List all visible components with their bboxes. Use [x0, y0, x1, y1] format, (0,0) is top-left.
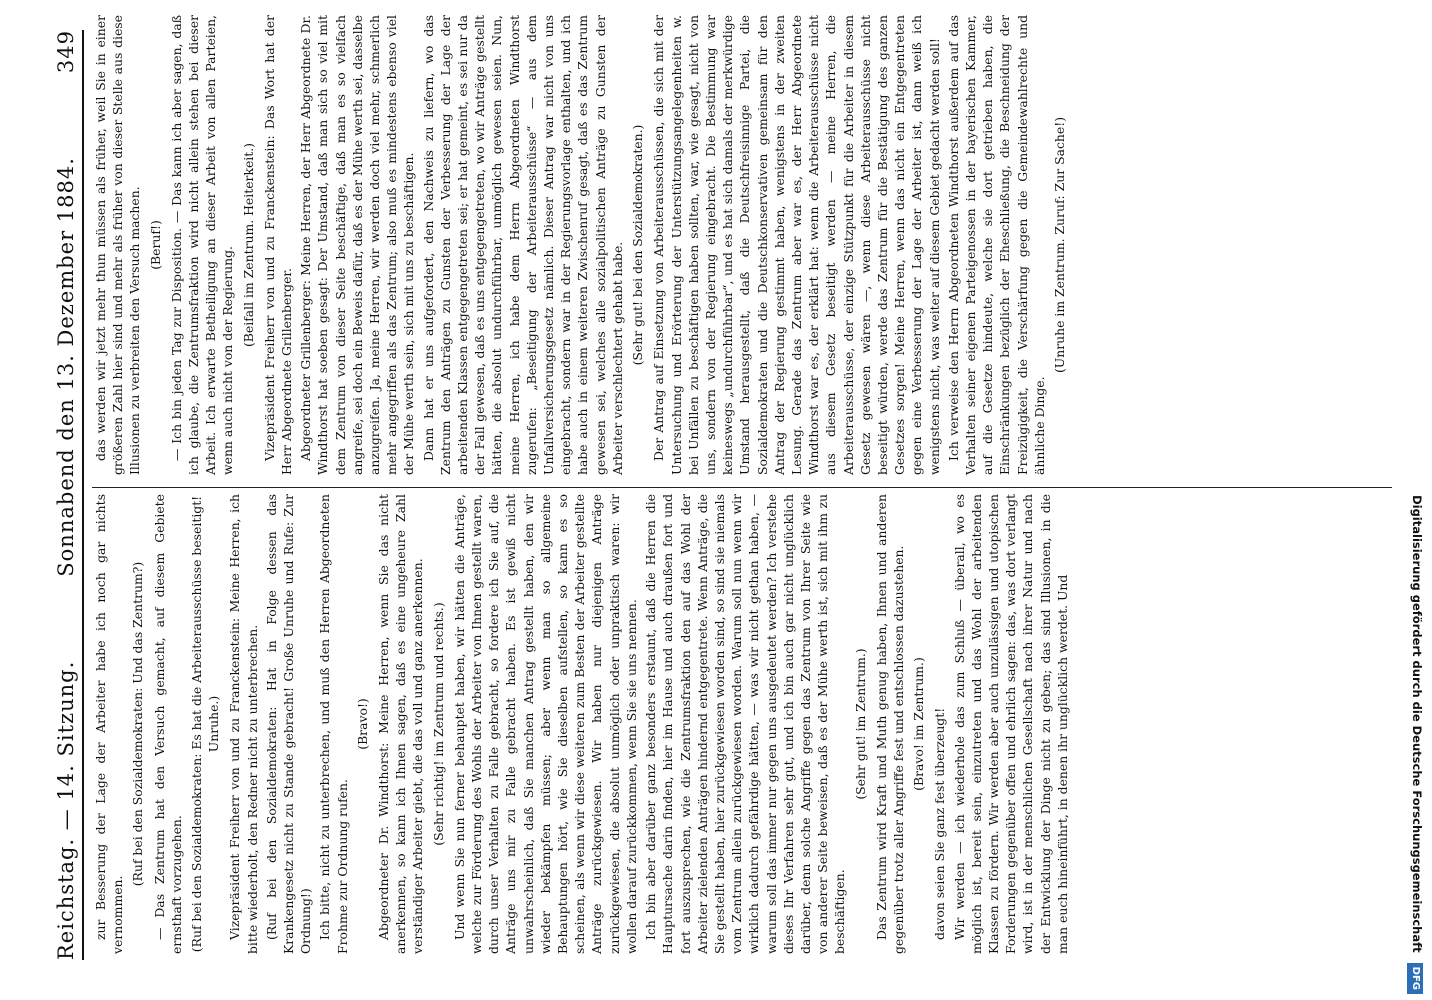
paragraph: Das Zentrum wird Kraft und Muth genug haben, Ihnen und anderen gegenüber trotz aller Angriffe fest und entschlossen dazustehen.	[873, 494, 906, 954]
interjection: (Beruf!)	[147, 220, 163, 270]
paragraph: Vizepräsident Freiherr von und zu Franckenstein: Meine Herren, ich bitte wiederholt, den Redner nicht zu unterbrechen.	[227, 494, 260, 954]
paragraph: — Das Zentrum hat den Versuch gemacht, auf diesem Gebiete ernsthaft vorzugehen.	[151, 494, 184, 954]
interjection: (Sehr gut! im Zentrum.)	[852, 648, 868, 800]
running-header	[38, 30, 84, 960]
paragraph: Abgeordneter Dr. Windthorst: Meine Herren, wenn Sie das nicht anerkennen, so kann ich Ihnen sagen, daß es eine ungeheure Zahl verständiger Arbeiter giebt, die das voll und ganz anerkennen.	[376, 494, 426, 954]
header-date: Sonnabend den 13. Dezember 1884.	[54, 157, 78, 577]
rotated-newspaper-page	[20, 0, 1410, 1000]
paragraph: Abgeordneter Grillenberger: Meine Herren, der Herr Abgeordnete Dr. Windthorst hat soeben gesagt: Der Umstand, daß man sich so viel mit dem Zentrum von dieser Seite beschäftige, daß man es so vielfach angreife, sei doch ein Beweis dafür, daß es der Mühe werth sei, dasselbe anzugreifen. Ja, meine Herren, wir werden doch viel mehr, schmerlich mehr angegriffen als das Zentrum; also muß es mindestens ebenso viel der Mühe werth sein, sich mit uns zu beschäftigen.	[298, 15, 417, 475]
dfg-badge: DFG	[1407, 963, 1423, 994]
interjection: (Beifall im Zentrum. Heiterkeit.)	[240, 142, 256, 348]
dfg-stamp-text	[1406, 6, 1428, 994]
interjection: (Sehr richtig! im Zentrum und rechts.)	[430, 602, 446, 846]
paragraph: Ich bin aber darüber ganz besonders erstaunt, daß die Herren die Hauptursache darin finden, hier im Hause und auch draußen fort und fort auszusprechen, wie die Zentrumsfraktion den auf das Wohl der Arbeiter zielenden Anträgen hindernd entgegentrete. Wenn Anträge, die Sie gestellt haben, hier zurückgewiesen worden sind, so sind sie niemals vom Zentrum allein zurückgewiesen worden. Warum soll nun wenn wir wirklich dadurch gefährdige hätten, — was wir nicht gethan haben, — warum soll das immer nur gegen uns ausgedeutet werden? Ich verstehe dieses Ihr Verfahren sehr gut, und ich bin auch gar nicht unglücklich darüber, denn solche Angriffe gegen das Zentrum von Ihrer Seite wie von anderer Seite beweisen, daß es der Mühe werth ist, sich mit ihm zu beschäftigen.	[643, 494, 848, 954]
paragraph: das werden wir jetzt mehr thun müssen als früher, weil Sie in einer größeren Zahl hier sind und mehr als früher von dieser Stelle aus diese Illusionen zu verbreiten den Versuch machen.	[93, 15, 143, 475]
left-column	[92, 494, 1073, 954]
paragraph: Der Antrag auf Einsetzung von Arbeiterausschüssen, die sich mit der Untersuchung und Erörterung der Unterstützungsangelegenheiten w. bei Unfällen zu beschäftigen haben sollten, war, wie gesagt, nicht von uns, sondern von der Regierung eingebracht. Die Bestimmung war keineswegs „undurchführbar“, und es hat sich damals der merkwürdige Umstand herausgestellt, daß die Deutschfreisinnige Partei, die Sozialdemokraten und die Deutschkonservativen gemeinsam für den Antrag der Regierung gestimmt haben, wenigstens in der zweiten Lesung. Gerade das Zentrum aber war es, der Herr Abgeordnete Windthorst war es, der erklärt hat: wenn die Arbeiterausschüsse nicht aus diesem Gesetz beseitigt werden — meine Herren, die Arbeiterausschüsse, der einzige Stützpunkt für die Arbeiter in diesem Gesetz gewesen wären —, wenn diese Arbeiterausschüsse nicht beseitigt würden, werde das Zentrum für die Bestätigung des ganzen Gesetzes sorgen! Meine Herren, wenn das nicht ein Entgegentreten gegen eine Verbesserung der Lage der Arbeiter ist, dann weiß ich wenigstens nicht, was weiter auf diesem Gebiet gedacht werden soll!	[651, 15, 942, 475]
paragraph: Wir werden — ich wiederhole das zum Schluß — überall, wo es möglich ist, bereit sein, einzutreten und das Wohl der arbeitenden Klassen zu fördern. Wir werden aber auch unzulässigen und utopischen Forderungen gegenüber offen und ehrlich sagen: das, was dort verlangt wird, ist in der menschlichen Gesellschaft nach ihrer Natur und nach der Entwicklung der Dinge nicht zu geben; das sind Illusionen, in die man euch hineinführt, in denen ihr unglücklich werdet. Und	[951, 494, 1070, 954]
paragraph: davon seien Sie ganz fest überzeugt!	[932, 707, 948, 940]
paragraph: Ich bitte, nicht zu unterbrechen, und muß den Herren Abgeordneten Frohme zur Ordnung rufen.	[317, 494, 350, 954]
paragraph: (Ruf bei den Sozialdemokraten: Hat in Folge dessen das Krankengesetz nicht zu Stande gebracht! Große Unruhe und Rufe: Zur Ordnung!)	[263, 494, 314, 954]
paragraph: Vizepräsident Freiherr von und zu Franckenstein: Das Wort hat der Herr Abgeordnete Grillenberger.	[261, 15, 295, 475]
right-column	[92, 15, 1072, 475]
interjection: (Bravo!)	[354, 698, 370, 750]
page-number: 349	[54, 30, 78, 74]
dfg-stamp	[1406, 6, 1428, 994]
column-divider	[92, 487, 1392, 488]
header-left: Reichstag. — 14. Sitzung.	[54, 660, 78, 960]
interjection: (Ruf bei den Sozialdemokraten: Und das Zentrum?)	[130, 561, 146, 887]
paragraph: Und wenn Sie nun ferner behauptet haben, wir hätten die Anträge, welche zur Förderung des Wohls der Arbeiter von Ihnen gestellt waren, durch unser Verhalten zu Falle gebracht, so fordere ich Sie auf, die Anträge uns mir zu Falle gebracht haben. Es ist gewiß nicht unwahrscheinlich, daß Sie manchen Antrag gestellt haben, den wir wieder bekämpfen müssen; aber wenn man so allgemeine Behauptungen hört, wie Sie dieselben aufstellen, so kann es so scheinen, als wenn wir diese weiteren zum Besten der Arbeiter gestellte Anträge zurückgewiesen. Wir haben nur diejenigen Anträge zurückgewiesen, die absolut unmöglich oder unpraktisch waren: wir wollen darauf zurückkommen, wenn Sie sie uns nennen.	[451, 494, 639, 954]
paragraph: — Ich bin jeden Tag zur Disposition. — Das kann ich aber sagen, daß ich glaube, die Zentrumsfraktion wird nicht allein stehen bei dieser Arbeit. Ich erwarte Betheiligung an dieser Arbeit von allen Parteien, wenn auch nicht von der Regierung.	[168, 15, 236, 475]
interjection: (Unruhe im Zentrum. Zuruf: Zur Sache!)	[1051, 116, 1067, 374]
paragraph: Ich verweise den Herrn Abgeordneten Windthorst außerdem auf das Verhalten seiner eigenen Parteigenossen in der bayerischen Kammer, auf die Gesetze hindeute, welche sie dort getrieben haben, die Einschränkungen bezüglich der Eheschließung, die Beschneidung der Freizügigkeit, die Verschärfung gegen die Gemeindewahlrechte und ähnliche Dinge.	[945, 15, 1047, 475]
interjection: (Ruf bei den Sozialdemokraten: Es hat die Arbeiterausschüsse beseitigt! Unruhe.)	[189, 495, 222, 953]
interjection: (Sehr gut! bei den Sozialdemokraten.)	[630, 124, 646, 366]
interjection: (Bravo! im Zentrum.)	[911, 657, 927, 791]
paragraph: Dann hat er uns aufgefordert, den Nachweis zu liefern, wo das Zentrum den Anträgen zu Gunsten der Verbesserung der Lage der arbeitenden Klassen entgegengetreten sei; er hat gemeint, es sei nur da der Fall gewesen, daß es uns entgegengetreten, wo wir Anträge gestellt hätten, die absolut undurchführbar, unmöglich gewesen seien. Nun, meine Herren, ich habe dem Herrn Abgeordneten Windthorst zugerufen: „Beseitigung der Arbeiterausschüsse“ — aus dem Unfallversicherungsgesetz nämlich. Dieser Antrag war nicht von uns eingebracht, sondern war in der Regierungsvorlage enthalten, und ich habe auch in einem weiteren Zwischenruf gesagt, daß es das Zentrum gewesen sei, welches alle sozialpolitischen Anträge zu Gunsten der Arbeiter verschlechtert gehabt habe.	[420, 15, 625, 475]
dfg-credit: Digitalisierung gefördert durch die Deutsche Forschungsgemeinschaft	[1410, 495, 1424, 953]
paragraph: zur Besserung der Lage der Arbeiter habe ich noch gar nichts vernommen.	[93, 494, 126, 954]
